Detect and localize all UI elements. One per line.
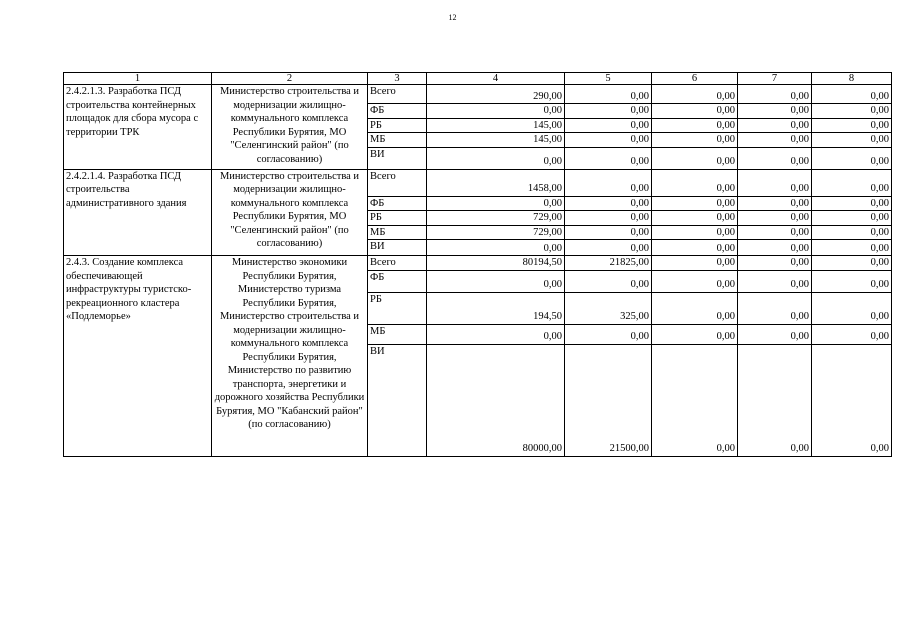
funding-source: ВИ bbox=[368, 344, 427, 456]
amount-cell: 0,00 bbox=[427, 147, 565, 169]
amount-cell: 0,00 bbox=[738, 256, 812, 271]
amount-cell: 0,00 bbox=[565, 270, 652, 292]
amount-cell: 0,00 bbox=[738, 104, 812, 119]
amount-cell: 0,00 bbox=[812, 240, 892, 256]
executor-cell: Министерство строительства и модернизации жилищно-коммунального комплекса Республики Бурятия, МО "Селенгинский район" (по согласованию) bbox=[212, 169, 368, 256]
amount-cell: 0,00 bbox=[565, 225, 652, 240]
amount-cell: 1458,00 bbox=[427, 169, 565, 196]
amount-cell: 0,00 bbox=[812, 104, 892, 119]
amount-cell: 0,00 bbox=[812, 324, 892, 344]
amount-cell: 729,00 bbox=[427, 211, 565, 226]
amount-cell: 0,00 bbox=[565, 211, 652, 226]
column-number: 1 bbox=[64, 73, 212, 85]
amount-cell: 0,00 bbox=[812, 118, 892, 133]
funding-source: Всего bbox=[368, 85, 427, 104]
amount-cell: 0,00 bbox=[652, 85, 738, 104]
amount-cell: 0,00 bbox=[652, 169, 738, 196]
measure-name: 2.4.2.1.4. Разработка ПСД строительства административного здания bbox=[64, 169, 212, 256]
amount-cell: 0,00 bbox=[738, 211, 812, 226]
column-number: 5 bbox=[565, 73, 652, 85]
amount-cell: 0,00 bbox=[812, 225, 892, 240]
amount-cell: 80194,50 bbox=[427, 256, 565, 271]
funding-source: РБ bbox=[368, 118, 427, 133]
amount-cell: 0,00 bbox=[652, 133, 738, 148]
amount-cell: 0,00 bbox=[738, 118, 812, 133]
amount-cell: 21825,00 bbox=[565, 256, 652, 271]
amount-cell: 0,00 bbox=[427, 270, 565, 292]
amount-cell: 0,00 bbox=[812, 256, 892, 271]
amount-cell: 0,00 bbox=[427, 196, 565, 211]
amount-cell: 0,00 bbox=[812, 196, 892, 211]
amount-cell: 0,00 bbox=[812, 169, 892, 196]
amount-cell: 0,00 bbox=[738, 344, 812, 456]
amount-cell: 0,00 bbox=[565, 104, 652, 119]
amount-cell: 194,50 bbox=[427, 292, 565, 324]
column-number: 2 bbox=[212, 73, 368, 85]
amount-cell: 0,00 bbox=[565, 240, 652, 256]
amount-cell: 145,00 bbox=[427, 133, 565, 148]
amount-cell: 0,00 bbox=[565, 133, 652, 148]
amount-cell: 21500,00 bbox=[565, 344, 652, 456]
amount-cell: 325,00 bbox=[565, 292, 652, 324]
amount-cell: 0,00 bbox=[565, 324, 652, 344]
amount-cell: 145,00 bbox=[427, 118, 565, 133]
funding-source: Всего bbox=[368, 256, 427, 271]
funding-source: МБ bbox=[368, 225, 427, 240]
amount-cell: 0,00 bbox=[812, 292, 892, 324]
amount-cell: 0,00 bbox=[738, 240, 812, 256]
executor-cell: Министерство экономики Республики Бурятия, Министерство туризма Республики Бурятия, Министерство строительства и модернизации жилищно-коммунального комплекса Республики Бурятия, Министерство по развитию транспорта, энергетики и дорожного хозяйства Республики Бурятия, МО "Кабанский район" (по согласованию) bbox=[212, 256, 368, 457]
amount-cell: 0,00 bbox=[565, 196, 652, 211]
amount-cell: 0,00 bbox=[812, 270, 892, 292]
amount-cell: 0,00 bbox=[738, 225, 812, 240]
amount-cell: 0,00 bbox=[427, 104, 565, 119]
amount-cell: 0,00 bbox=[738, 270, 812, 292]
funding-source: РБ bbox=[368, 211, 427, 226]
funding-source: ФБ bbox=[368, 104, 427, 119]
amount-cell: 0,00 bbox=[652, 324, 738, 344]
funding-source: ФБ bbox=[368, 196, 427, 211]
funding-source: МБ bbox=[368, 324, 427, 344]
page-number: 12 bbox=[448, 13, 457, 22]
amount-cell: 0,00 bbox=[738, 324, 812, 344]
table-row bbox=[64, 256, 892, 271]
table-row bbox=[64, 169, 892, 196]
amount-cell: 0,00 bbox=[565, 85, 652, 104]
amount-cell: 0,00 bbox=[738, 147, 812, 169]
funding-source: МБ bbox=[368, 133, 427, 148]
funding-source: Всего bbox=[368, 169, 427, 196]
column-number: 3 bbox=[368, 73, 427, 85]
amount-cell: 729,00 bbox=[427, 225, 565, 240]
amount-cell: 0,00 bbox=[738, 196, 812, 211]
amount-cell: 0,00 bbox=[738, 133, 812, 148]
table-header-row bbox=[64, 73, 892, 85]
amount-cell: 80000,00 bbox=[427, 344, 565, 456]
amount-cell: 0,00 bbox=[738, 292, 812, 324]
column-number: 4 bbox=[427, 73, 565, 85]
amount-cell: 0,00 bbox=[565, 118, 652, 133]
amount-cell: 0,00 bbox=[652, 240, 738, 256]
amount-cell: 0,00 bbox=[652, 292, 738, 324]
amount-cell: 0,00 bbox=[812, 147, 892, 169]
amount-cell: 0,00 bbox=[652, 196, 738, 211]
amount-cell: 0,00 bbox=[565, 169, 652, 196]
funding-source: ВИ bbox=[368, 147, 427, 169]
amount-cell: 0,00 bbox=[812, 344, 892, 456]
amount-cell: 0,00 bbox=[652, 118, 738, 133]
amount-cell: 0,00 bbox=[565, 147, 652, 169]
amount-cell: 0,00 bbox=[427, 324, 565, 344]
amount-cell: 0,00 bbox=[738, 85, 812, 104]
funding-source: ВИ bbox=[368, 240, 427, 256]
funding-source: ФБ bbox=[368, 270, 427, 292]
amount-cell: 0,00 bbox=[652, 344, 738, 456]
amount-cell: 0,00 bbox=[652, 270, 738, 292]
amount-cell: 0,00 bbox=[652, 104, 738, 119]
amount-cell: 0,00 bbox=[652, 147, 738, 169]
amount-cell: 0,00 bbox=[652, 211, 738, 226]
measure-name: 2.4.3. Создание комплекса обеспечивающей инфраструктуры туристско-рекреационного кластера «Подлеморье» bbox=[64, 256, 212, 457]
amount-cell: 0,00 bbox=[812, 211, 892, 226]
measure-name: 2.4.2.1.3. Разработка ПСД строительства контейнерных площадок для сбора мусора с территории ТРК bbox=[64, 85, 212, 170]
amount-cell: 0,00 bbox=[652, 225, 738, 240]
column-number: 8 bbox=[812, 73, 892, 85]
funding-source: РБ bbox=[368, 292, 427, 324]
amount-cell: 0,00 bbox=[652, 256, 738, 271]
amount-cell: 290,00 bbox=[427, 85, 565, 104]
amount-cell: 0,00 bbox=[738, 169, 812, 196]
amount-cell: 0,00 bbox=[427, 240, 565, 256]
column-number: 6 bbox=[652, 73, 738, 85]
amount-cell: 0,00 bbox=[812, 85, 892, 104]
budget-table bbox=[63, 72, 892, 457]
table-row bbox=[64, 85, 892, 104]
executor-cell: Министерство строительства и модернизации жилищно-коммунального комплекса Республики Бурятия, МО "Селенгинский район" (по согласованию) bbox=[212, 85, 368, 170]
column-number: 7 bbox=[738, 73, 812, 85]
amount-cell: 0,00 bbox=[812, 133, 892, 148]
